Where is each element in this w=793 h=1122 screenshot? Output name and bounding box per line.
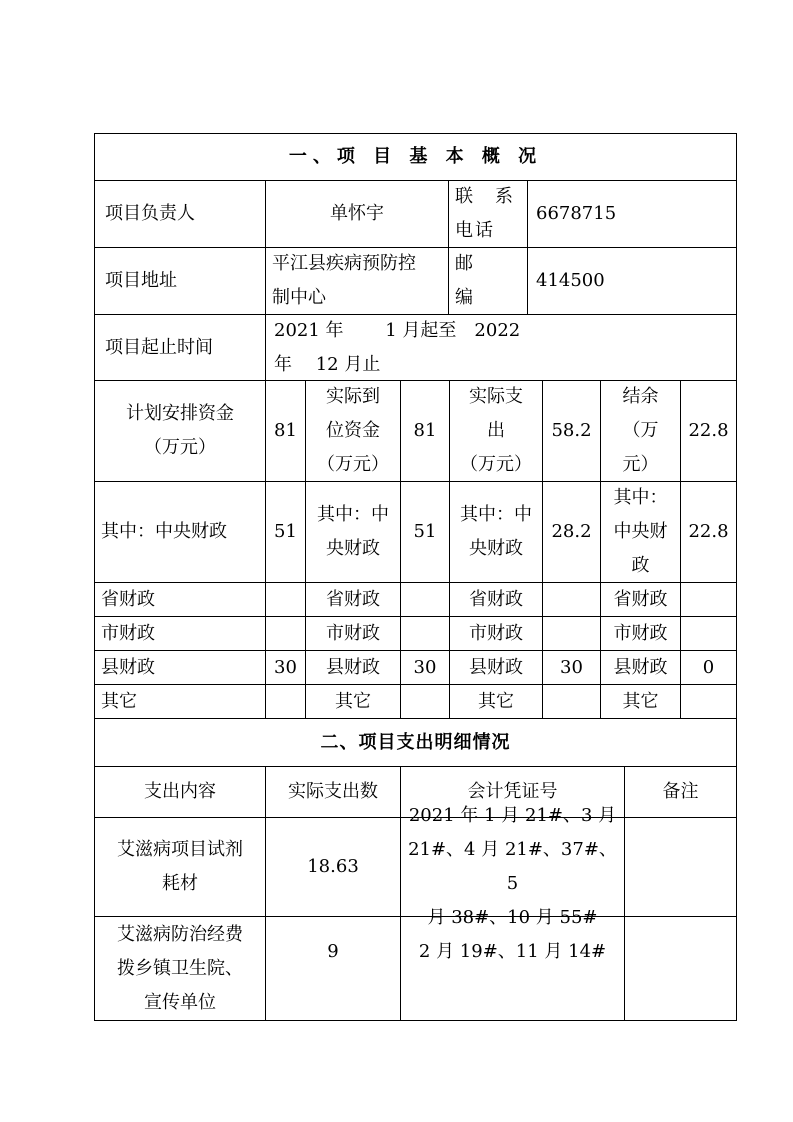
province-spent-value xyxy=(542,582,601,617)
province-label: 省财政 xyxy=(94,582,266,617)
province-balance-value xyxy=(680,582,737,617)
county-planned-value: 30 xyxy=(265,650,306,685)
central-label: 其中：中央财政 xyxy=(94,481,266,583)
section2-title: 二、项目支出明细情况 xyxy=(94,718,737,767)
central-received-label: 其中：中 央财政 xyxy=(305,481,401,583)
header-note: 备注 xyxy=(624,766,737,818)
address-value: 平江县疾病预防控 制中心 xyxy=(265,247,449,315)
county-spent-label: 县财政 xyxy=(449,650,543,685)
central-balance-value: 22.8 xyxy=(680,481,737,583)
other-received-label: 其它 xyxy=(305,684,401,719)
other-planned-value xyxy=(265,684,306,719)
received-funds-label: 实际到 位资金 （万元） xyxy=(305,380,401,482)
other-balance-label: 其它 xyxy=(600,684,681,719)
other-spent-value xyxy=(542,684,601,719)
city-label: 市财政 xyxy=(94,616,266,651)
other-spent-label: 其它 xyxy=(449,684,543,719)
county-received-label: 县财政 xyxy=(305,650,401,685)
spent-funds-label: 实际支 出 （万元） xyxy=(449,380,543,482)
other-received-value xyxy=(400,684,450,719)
detail-row2-amount: 9 xyxy=(265,916,401,1021)
central-planned-value: 51 xyxy=(265,481,306,583)
period-label: 项目起止时间 xyxy=(94,314,266,381)
detail-row2-note xyxy=(624,916,737,1021)
detail-row2-voucher: 2 月 19#、11 月 14# xyxy=(400,916,625,1021)
central-spent-value: 28.2 xyxy=(542,481,601,583)
county-spent-value: 30 xyxy=(542,650,601,685)
central-spent-label: 其中：中 央财政 xyxy=(449,481,543,583)
city-spent-label: 市财政 xyxy=(449,616,543,651)
planned-funds-value: 81 xyxy=(265,380,306,482)
city-balance-label: 市财政 xyxy=(600,616,681,651)
province-spent-label: 省财政 xyxy=(449,582,543,617)
postcode-value: 414500 xyxy=(527,247,737,315)
detail-row1-voucher: 2021 年 1 月 21#、3 月 21#、4 月 21#、37#、5 月 38#、10 月 55# xyxy=(400,817,625,917)
postcode-label: 邮 编 xyxy=(448,247,528,315)
city-received-value xyxy=(400,616,450,651)
county-label: 县财政 xyxy=(94,650,266,685)
city-spent-value xyxy=(542,616,601,651)
province-planned-value xyxy=(265,582,306,617)
other-balance-value xyxy=(680,684,737,719)
received-funds-value: 81 xyxy=(400,380,450,482)
province-received-label: 省财政 xyxy=(305,582,401,617)
detail-row1-amount: 18.63 xyxy=(265,817,401,917)
header-amount: 实际支出数 xyxy=(265,766,401,818)
period-value: 2021 年 1 月起至 2022 年 12 月止 xyxy=(265,314,737,381)
leader-value: 单怀宇 xyxy=(265,180,449,248)
province-balance-label: 省财政 xyxy=(600,582,681,617)
balance-label: 结余 （万 元） xyxy=(600,380,681,482)
city-received-label: 市财政 xyxy=(305,616,401,651)
province-received-value xyxy=(400,582,450,617)
county-balance-value: 0 xyxy=(680,650,737,685)
balance-value: 22.8 xyxy=(680,380,737,482)
central-balance-label: 其中： 中央财 政 xyxy=(600,481,681,583)
phone-label: 联 系 电话 xyxy=(448,180,528,248)
leader-label: 项目负责人 xyxy=(94,180,266,248)
county-balance-label: 县财政 xyxy=(600,650,681,685)
detail-row1-content: 艾滋病项目试剂 耗材 xyxy=(94,817,266,917)
city-planned-value xyxy=(265,616,306,651)
address-label: 项目地址 xyxy=(94,247,266,315)
county-received-value: 30 xyxy=(400,650,450,685)
planned-funds-label: 计划安排资金 （万元） xyxy=(94,380,266,482)
other-label: 其它 xyxy=(94,684,266,719)
phone-value: 6678715 xyxy=(527,180,737,248)
detail-row1-note xyxy=(624,817,737,917)
section1-title: 一、项 目 基 本 概 况 xyxy=(94,133,737,181)
city-balance-value xyxy=(680,616,737,651)
central-received-value: 51 xyxy=(400,481,450,583)
spent-funds-value: 58.2 xyxy=(542,380,601,482)
detail-row2-content: 艾滋病防治经费 拨乡镇卫生院、 宣传单位 xyxy=(94,916,266,1021)
header-content: 支出内容 xyxy=(94,766,266,818)
header-voucher: 会计凭证号 xyxy=(400,766,625,818)
